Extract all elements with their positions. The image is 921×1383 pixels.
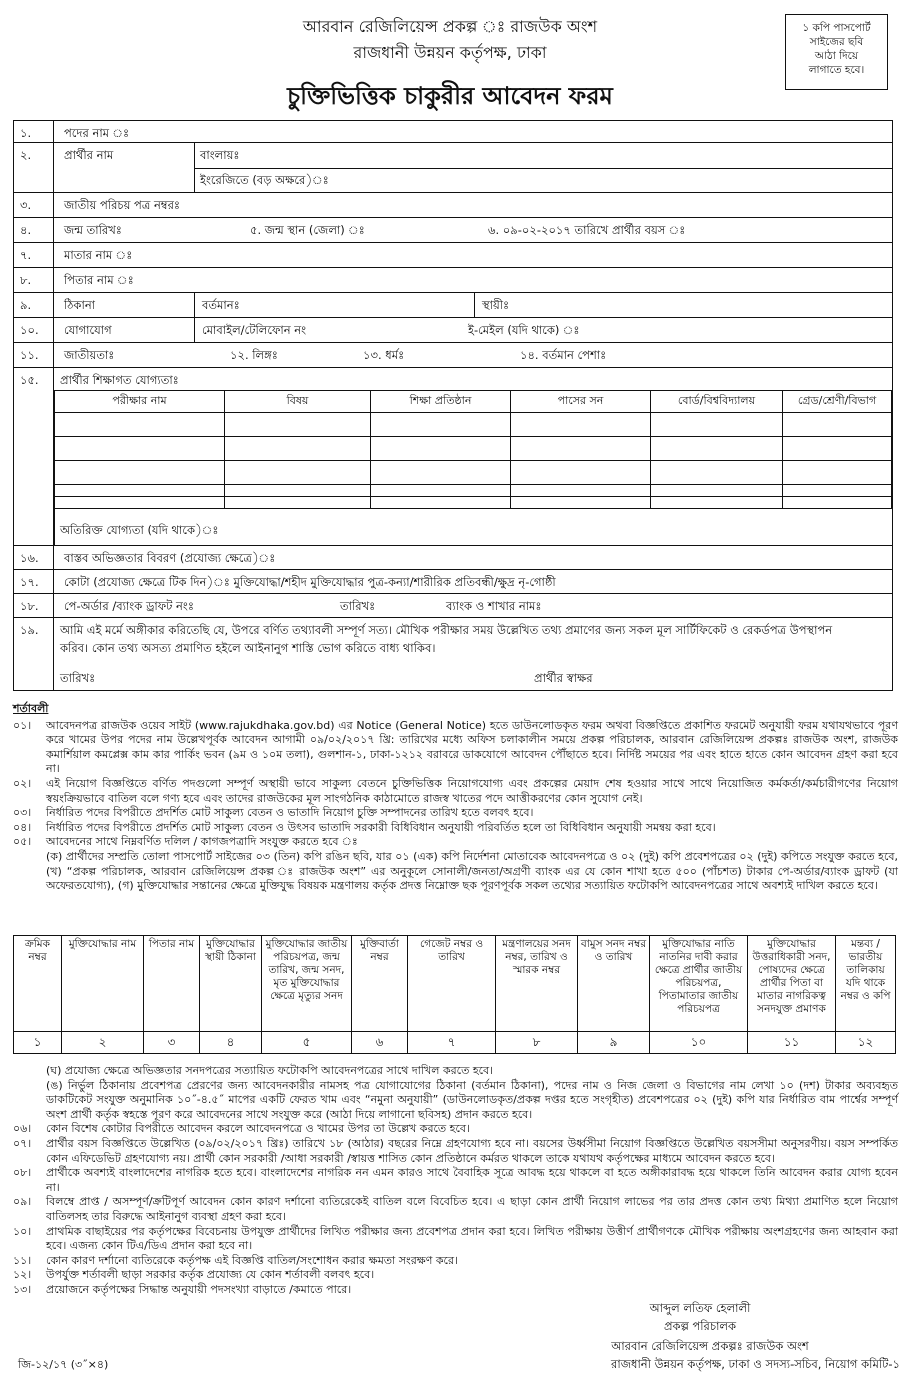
signatory-designation: প্রকল্প পরিচালক <box>663 1319 737 1333</box>
project-name: আরবান রেজিলিয়েন্স প্রকল্প ঃ রাজউক অংশ <box>302 17 598 36</box>
education-row: ১৫. প্রার্থীর শিক্ষাগত যোগ্যতাঃ পরীক্ষার নাম বিষয় শিক্ষা প্রতিষ্ঠান পাসের সন বোর্ড/বিশ্ববিদ্যালয় গ্রেড/শ্রেণী/বিভাগ অতিরিক্ত যোগ্যতা (যদি থাকে)ঃ <box>14 368 892 546</box>
personal-info-row: ১১. জাতীয়তাঃ ১২. লিঙ্গঃ ১৩. ধর্মঃ ১৪. বর্তমান পেশাঃ <box>14 343 892 368</box>
email-field[interactable]: ই-মেইল (যদি থাকে) ঃ <box>468 323 580 337</box>
religion-field[interactable]: ১৩. ধর্মঃ <box>363 348 405 362</box>
declaration-line-1: আমি এই মর্মে অঙ্গীকার করিতেছি যে, উপরে বর্ণিত তথ্যাবলী সম্পূর্ণ সত্য। মৌখিক পরীক্ষার সময় উল্লেখিত তথ্য প্রমাণের জন্য সকল মূল সার্টিফিকেট ও রেকর্ডপত্র উপস্থাপন <box>60 623 833 637</box>
payorder-field[interactable]: পে-অর্ডার /ব্যাংক ড্রাফট নংঃ <box>64 599 194 613</box>
signatory-name: আব্দুল লতিফ হেলালী <box>649 1301 751 1315</box>
education-table <box>54 390 892 509</box>
age-field[interactable]: ৬. ০৯-০২-২০১৭ তারিখে প্রার্থীর বয়স ঃ <box>488 223 686 237</box>
freedom-table-header: ক্রমিক নম্বর মুক্তিযোদ্ধার নাম পিতার নাম মুক্তিযোদ্ধার স্থায়ী ঠিকানা মুক্তিযোদ্ধার জাতীয় পরিচয়পত্র, জন্ম তারিখ, জন্ম সনদ, মৃত মুক্তিযোদ্ধার ক্ষেত্রে মৃত্যুর সনদ মুক্তিবার্তা নম্বর গেজেট নম্বর ও তারিখ মন্ত্রণালয়ের সনদ নম্বর, তারিখ ও স্মারক নম্বর বামুস সনদ নম্বর ও তারিখ মুক্তিযোদ্ধার নাতি নাতনির দাবী করার ক্ষেত্রে প্রার্থীর জাতীয় পরিচয়পত্র, পিতামাতার জাতীয় পরিচয়পত্র মুক্তিযোদ্ধার উত্তরাধিকারী সনদ, পোষ্যদের ক্ষেত্রে প্রার্থীর পিতা বা মাতার নাগরিকত্ব সনদযুক্ত প্রমাণক মন্তব্য / ভারতীয় তালিকায় যদি থাকে নম্বর ও কপি <box>14 936 896 1032</box>
term-09: ০৯। বিলম্বে প্রাপ্ত / অসম্পূর্ণ/ক্রটিপূর্ণ আবেদন কোন কারণ দর্শানো ব্যতিরেকেই বাতিল বলে বিবেচিত হবে। এ ছাড়া কোন প্রার্থী নিয়োগ লাভের পর তার প্রদত্ত কোন তথ্য মিথ্যা প্রমাণিত হলে নিয়োগ বাতিলসহ তার বিরুদ্ধে আইনানুগ ব্যবস্থা গ্রহণ করা হবে। <box>13 1195 898 1223</box>
term-05-uma: (ঙ) নির্ভুল ঠিকানায় প্রবেশপত্র প্রেরণের জন্য আবেদনকারীর নামসহ পত্র যোগাযোগের ঠিকানা (বর্তমান ঠিকানা), পদের নাম ও নিজ জেলা ও বিভাগের নাম লেখা ১০ (দশ) টাকার অব্যবহৃত ডাকটিকেট সংযুক্ত অনুমানিক ১০˝-৪.৫˝ মাপের একটি ফেরত খাম এবং “নমুনা অনুযায়ী” (ডাউনলোডকৃত/প্রকল্প দপ্তর হতে সংগৃহীত) প্রবেশপত্রের ০২ (দুই) কপি যার নির্ধারিত বাম পার্শ্বের সম্পূর্ণ অংশ প্রার্থী কর্তৃক স্বহস্তে পূরণ করে আবেদনের সাথে সংযুক্ত করে (আঠা দিয়ে লাগানো ছবিসহ) প্রদান করতে হবে। <box>46 1078 898 1121</box>
term-03: ০৩। নির্ধারিত পদের বিপরীতে প্রদর্শিত মোট সাকুল্য বেতন ও ভাতাদি নিয়োগ চুক্তি সম্পাদনের তারিখ হতে বলবৎ হবে। <box>13 806 534 820</box>
father-name-label: পিতার নাম ঃ <box>64 273 134 287</box>
signatory-project: আরবান রেজিলিয়েন্স প্রকল্পঃ রাজউক অংশ <box>611 1339 809 1353</box>
occupation-field[interactable]: ১৪. বর্তমান পেশাঃ <box>520 348 607 362</box>
term-08: ০৮। প্রার্থীকে অবশ্যই বাংলাদেশের নাগরিক হতে হবে। বাংলাদেশের নাগরিক নন এমন কারও সাথে বৈবাহিক সূত্রে আবদ্ধ হয়ে থাকলে বা হতে অঙ্গীকারাবদ্ধ হয়ে থাকলে তিনি আবেদন করার যোগ্য হবেন না। <box>13 1166 898 1194</box>
birth-row: ৪. জন্ম তারিখঃ ৫. জন্ম স্থান (জেলা) ঃ ৬. ০৯-০২-২০১৭ তারিখে প্রার্থীর বয়স ঃ <box>14 218 892 243</box>
terms-section <box>13 702 898 894</box>
applicant-name-row: ২. প্রার্থীর নাম বাংলায়ঃ ইংরেজিতে (বড় অক্ষরে)ঃ <box>14 143 892 193</box>
permanent-address-field[interactable]: স্থায়ীঃ <box>482 298 510 312</box>
terms-continued <box>13 1064 898 1298</box>
signatory-office: রাজধানী উন্নয়ন কর্তৃপক্ষ, ঢাকা ও সদস্য-সচিব, নিয়োগ কমিটি-১ <box>611 1357 900 1371</box>
payorder-row: ১৮. পে-অর্ডার /ব্যাংক ড্রাফট নংঃ তারিখঃ ব্যাংক ও শাখার নামঃ <box>14 594 892 618</box>
payorder-date-field[interactable]: তারিখঃ <box>340 599 376 613</box>
term-06: ০৬। কোন বিশেষ কোটার বিপরীতে আবেদন করলে আবেদনপত্রে ও খামের উপর তা উল্লেখ করতে হবে। <box>13 1122 470 1136</box>
applicant-signature-field[interactable]: প্রার্থীর স্বাক্ষর <box>534 671 593 685</box>
address-row: ৯. ঠিকানা বর্তমানঃ স্থায়ীঃ <box>14 293 892 318</box>
table-row[interactable] <box>55 413 892 437</box>
term-02: ০২। এই নিয়োগ বিজ্ঞপ্তিতে বর্ণিত পদগুলো সম্পূর্ণ অস্থায়ী ভাবে সাকুল্য বেতনে চুক্তিভিত্তিক নিয়োগযোগ্য এবং প্রকল্পের মেয়াদ শেষ হওয়ার সাথে সাথে নিয়োজিত কর্মকর্তা/কর্মচারীগণের নিয়োগ স্বয়ংক্রিয়ভাবে বাতিল বলে গণ্য হবে এবং তাদের রাজউকের মূল সাংগঠনিক কাঠামোতে রাজস্ব খাতের পদে আত্তীকরণের কোন সুযোগ নেই। <box>13 776 898 805</box>
photo-placeholder: ১ কপি পাসপোর্ট সাইজের ছবি আঠা দিয়ে লাগাতে হবে। <box>785 14 888 90</box>
birthplace-field[interactable]: ৫. জন্ম স্থান (জেলা) ঃ <box>250 223 365 237</box>
term-05: ০৫। আবেদনের সাথে নিম্নবর্ণিত দলিল / কাগজপত্রাদি সংযুক্ত করতে হবে ঃ <box>13 835 358 849</box>
applicant-name-label: প্রার্থীর নাম <box>64 148 114 162</box>
term-10: ১০। প্রাথমিক বাছাইয়ের পর কর্তৃপক্ষের বিবেচনায় উপযুক্ত প্রার্থীদের লিখিত পরীক্ষার জন্য প্রবেশপত্র প্রদান করা হবে। লিখিত পরীক্ষায় উত্তীর্ণ প্রার্থীগণকে মৌখিক পরীক্ষায় অংশগ্রহণের জন্য আহবান করা হবে। এজন্য কোন টিএ/ডিএ প্রদান করা হবে না। <box>13 1224 898 1253</box>
term-13: ১৩। প্রয়োজনে কর্তৃপক্ষের সিদ্ধান্ত অনুযায়ী পদসংখ্যা বাড়াতে /কমাতে পারে। <box>13 1282 352 1296</box>
education-header-row: পরীক্ষার নাম বিষয় শিক্ষা প্রতিষ্ঠান পাসের সন বোর্ড/বিশ্ববিদ্যালয় গ্রেড/শ্রেণী/বিভাগ <box>55 391 892 413</box>
bank-branch-field[interactable]: ব্যাংক ও শাখার নামঃ <box>446 599 542 613</box>
experience-label: বাস্তব অভিজ্ঞতার বিবরণ (প্রযোজ্য ক্ষেত্রে)ঃ <box>64 551 276 565</box>
education-label: প্রার্থীর শিক্ষাগত যোগ্যতাঃ <box>60 373 179 387</box>
contact-label: যোগাযোগ <box>64 323 112 337</box>
gender-field[interactable]: ১২. লিঙ্গঃ <box>230 348 278 362</box>
terms-heading: শর্তাবলী <box>13 702 49 715</box>
nationality-field[interactable]: জাতীয়তাঃ <box>64 348 115 362</box>
declaration-row: ১৯. আমি এই মর্মে অঙ্গীকার করিতেছি যে, উপরে বর্ণিত তথ্যাবলী সম্পূর্ণ সত্য। মৌখিক পরীক্ষার সময় উল্লেখিত তথ্য প্রমাণের জন্য সকল মূল সার্টিফিকেট ও রেকর্ডপত্র উপস্থাপন করিব। কোন তথ্য অসত্য প্রমাণিত হইলে আইনানুগ শাস্তি ভোগ করিতে বাধ্য থাকিব। তারিখঃ প্রার্থীর স্বাক্ষর <box>14 618 892 690</box>
form-title: চুক্তিভিত্তিক চাকুরীর আবেদন ফরম <box>287 82 613 110</box>
term-11: ১১। কোন কারণ দর্শানো ব্যতিরেকে কর্তৃপক্ষ এই বিজ্ঞপ্তি বাতিল/সংশোধন করার ক্ষমতা সংরক্ষণ করে। <box>13 1253 458 1267</box>
application-form <box>13 120 893 691</box>
term-12: ১২। উপর্যুক্ত শর্তাবলী ছাড়া সরকার কর্তৃক প্রযোজ্য যে কোন শর্তাবলী বলবৎ হবে। <box>13 1268 375 1282</box>
present-address-field[interactable]: বর্তমানঃ <box>202 298 240 312</box>
declaration-date-field[interactable]: তারিখঃ <box>60 671 96 685</box>
contact-row: ১০. যোগাযোগ মোবাইল/টেলিফোন নং ই-মেইল (যদি থাকে) ঃ <box>14 318 892 343</box>
experience-row[interactable]: ১৬. বাস্তব অভিজ্ঞতার বিবরণ (প্রযোজ্য ক্ষেত্রে)ঃ <box>14 546 892 570</box>
name-bangla-field[interactable]: বাংলায়ঃ <box>200 148 240 162</box>
table-row[interactable] <box>55 461 892 485</box>
post-name-row[interactable]: ১. পদের নাম ঃ <box>14 121 892 143</box>
post-name-label: পদের নাম ঃ <box>64 126 130 140</box>
term-04: ০৪। নির্ধারিত পদের বিপরীতে প্রদর্শিত মোট সাকুল্য বেতন ও উৎসব ভাতাদি সরকারী বিধিবিধান অনুযায়ী পরিবর্তিত হলে তা বিধিবিধান অনুযায়ী সমন্বয় করা হবে। <box>13 820 716 834</box>
mother-name-row[interactable]: ৭. মাতার নাম ঃ <box>14 243 892 268</box>
phone-field[interactable]: মোবাইল/টেলিফোন নং <box>202 323 307 337</box>
declaration-line-2: করিব। কোন তথ্য অসত্য প্রমাণিত হইলে আইনানুগ শাস্তি ভোগ করিতে বাধ্য থাকিব। <box>60 641 436 655</box>
mother-name-label: মাতার নাম ঃ <box>64 248 133 262</box>
freedom-table-number-row: ১ ২ ৩ ৪ ৫ ৬ ৭ ৮ ৯ ১০ ১১ ১২ <box>14 1032 896 1054</box>
quota-label: কোটা (প্রযোজ্য ক্ষেত্রে টিক দিন)ঃ মুক্তিযোদ্ধা/শহীদ মুক্তিযোদ্ধার পুত্র-কন্যা/শারীরিক প্রতিবন্ধী/ক্ষুদ্র নৃ-গোষ্ঠী <box>64 575 556 589</box>
term-05-documents: (ক) প্রার্থীদের সম্প্রতি তোলা পাসপোর্ট সাইজের ০৩ (তিন) কপি রঙিন ছবি, যার ০১ (এক) কপি নির্দেশনা মোতাবেক আবেদনপত্রে ও ০২ (দুই) কপি প্রবেশপত্রের ০২ (দুই) কপিতে সংযুক্ত করতে হবে, (খ) “প্রকল্প পরিচালক, আরবান রেজিলিয়েন্স প্রকল্প ঃ রাজউক অংশ” এর অনুকূলে সোনালী/জনতা/অগ্রণী ব্যাংক এর যে কোন শাখা হতে ৫০০ (পাঁচশত) টাকার পে-অর্ডার/ব্যাংক ড্রাফট (যা অফেরতযোগ্য), (গ) মুক্তিযোদ্ধার সন্তানের ক্ষেত্রে মুক্তিযুদ্ধ বিষয়ক মন্ত্রণালয় কর্তৃক প্রদত্ত নিম্নোক্ত ছক পূরণপূর্বক সকল তথ্যের সত্যায়িত ফটোকপি আবেদনপত্রের সাথে অবশ্যই দাখিল করতে হবে। <box>46 849 898 893</box>
extra-qualification-field[interactable]: অতিরিক্ত যোগ্যতা (যদি থাকে)ঃ <box>60 523 219 537</box>
table-row[interactable] <box>55 437 892 461</box>
father-name-row[interactable]: ৮. পিতার নাম ঃ <box>14 268 892 293</box>
term-05-gha: (ঘ) প্রযোজ্য ক্ষেত্রে অভিজ্ঞতার সনদপত্রের সত্যায়িত ফটোকপি আবেদনপত্রের সাথে দাখিল করতে হবে। <box>46 1064 494 1077</box>
form-header <box>0 0 921 118</box>
authority-name: রাজধানী উন্নয়ন কর্তৃপক্ষ, ঢাকা <box>353 43 547 62</box>
memo-number: জি-১২/১৭ (৩˝×৪) <box>18 1358 109 1371</box>
nid-row[interactable]: ৩. জাতীয় পরিচয় পত্র নম্বরঃ <box>14 193 892 218</box>
dob-field[interactable]: জন্ম তারিখঃ <box>64 223 122 237</box>
term-07: ০৭। প্রার্থীর বয়স বিজ্ঞপ্তিতে উল্লেখিত (০৯/০২/২০১৭ খ্রিঃ) তারিখে ১৮ (আঠার) বছরের নিম্নে গ্রহণযোগ্য হবে না। বয়সের উর্ধ্বসীমা নিয়োগ বিজ্ঞপ্তিতে উল্লেখিত বয়সসীমা অনুসরণীয়। বয়স সম্পর্কিত কোন এফিডেভিট গ্রহণযোগ্য নয়। প্রার্থী কোন সরকারী /আধা সরকারী /স্বায়ত্ত শাসিত কোন প্রতিষ্ঠানে কর্মরত থাকলে তাকে যথাযথ কর্তৃপক্ষের মাধ্যমে আবেদন করতে হবে। <box>13 1136 898 1165</box>
quota-row[interactable]: ১৭. কোটা (প্রযোজ্য ক্ষেত্রে টিক দিন)ঃ মুক্তিযোদ্ধা/শহীদ মুক্তিযোদ্ধার পুত্র-কন্যা/শারীরিক প্রতিবন্ধী/ক্ষুদ্র নৃ-গোষ্ঠী <box>14 570 892 594</box>
freedom-fighter-table <box>13 935 896 1054</box>
address-label: ঠিকানা <box>64 298 96 312</box>
name-english-field[interactable]: ইংরেজিতে (বড় অক্ষরে)ঃ <box>200 173 329 187</box>
term-01: ০১। আবেদনপত্র রাজউক ওয়েব সাইট (www.rajukdhaka.gov.bd) এর Notice (General Notice) হতে ডাউনলোডকৃত ফরম অথবা বিজ্ঞপ্তিতে প্রকাশিত ফরমেট অনুযায়ী ফরম যথাযথভাবে পূরণ করে খামের উপর পদের নাম উল্লেখপূর্বক আবেদন আগামী ০৯/০২/২০১৭ খ্রি: তারিখের মধ্যে অফিস চলাকালীন সময়ে প্রকল্প পরিচালক, আরবান রেজিলিয়েন্স প্রকল্পঃ রাজউক অংশ, রাজউক কমার্শিয়াল কমপ্লেক্স কাম কার পার্কিং ভবন (৯ম ও ১০ম তলা), গুলশান-১, ঢাকা-১২১২ বরাবরে ডাকযোগে আবেদন পৌঁছাতে হবে। নির্দিষ্ট সময়ের পর এবং হাতে হাতে কোন আবেদন গ্রহণ করা হবে না। <box>13 718 898 776</box>
nid-label: জাতীয় পরিচয় পত্র নম্বরঃ <box>64 198 181 212</box>
